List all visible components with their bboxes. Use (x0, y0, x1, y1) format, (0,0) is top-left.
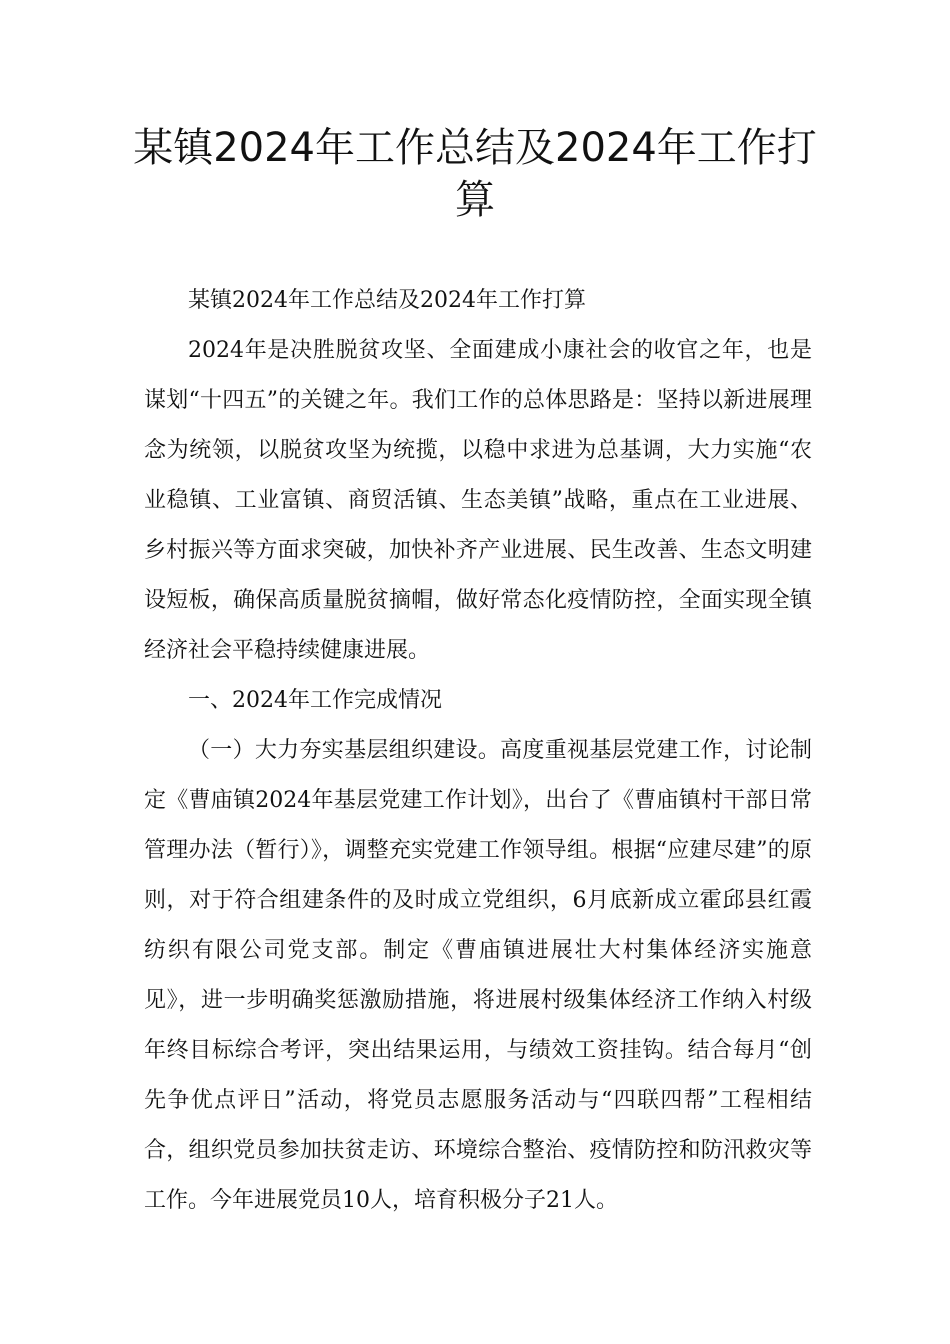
intro-paragraph: 2024年是决胜脱贫攻坚、全面建成小康社会的收官之年，也是谋划“十四五”的关键之年。我们工作的总体思路是：坚持以新进展理念为统领，以脱贫攻坚为统揽，以稳中求进为总基调，大力实施“农业稳镇、工业富镇、商贸活镇、生态美镇”战略，重点在工业进展、乡村振兴等方面求突破，加快补齐产业进展、民生改善、生态文明建设短板，确保高质量脱贫摘帽，做好常态化疫情防控，全面实现全镇经济社会平稳持续健康进展。 (144, 338, 812, 663)
section-paragraph-block (144, 726, 812, 1226)
section-heading: 一、2024年工作完成情况 (188, 688, 442, 713)
intro-paragraph-block (144, 326, 812, 676)
document-subtitle-block (144, 276, 812, 326)
document-title: 某镇2024年工作总结及2024年工作打算 (133, 125, 817, 223)
document-subtitle: 某镇2024年工作总结及2024年工作打算 (188, 288, 586, 313)
section-heading-block (144, 676, 812, 726)
section-paragraph: （一）大力夯实基层组织建设。高度重视基层党建工作，讨论制定《曹庙镇2024年基层党建工作计划》，出台了《曹庙镇村干部日常管理办法（暂行）》，调整充实党建工作领导组。根据“应建尽建”的原则，对于符合组建条件的及时成立党组织，6月底新成立霍邱县红霞纺织有限公司党支部。制定《曹庙镇进展壮大村集体经济实施意见》，进一步明确奖惩激励措施，将进展村级集体经济工作纳入村级年终目标综合考评，突出结果运用，与绩效工资挂钩。结合每月“创先争优点评日”活动，将党员志愿服务活动与“四联四帮”工程相结合，组织党员参加扶贫走访、环境综合整治、疫情防控和防汛救灾等工作。今年进展党员10人，培育积极分子21人。 (144, 738, 812, 1213)
